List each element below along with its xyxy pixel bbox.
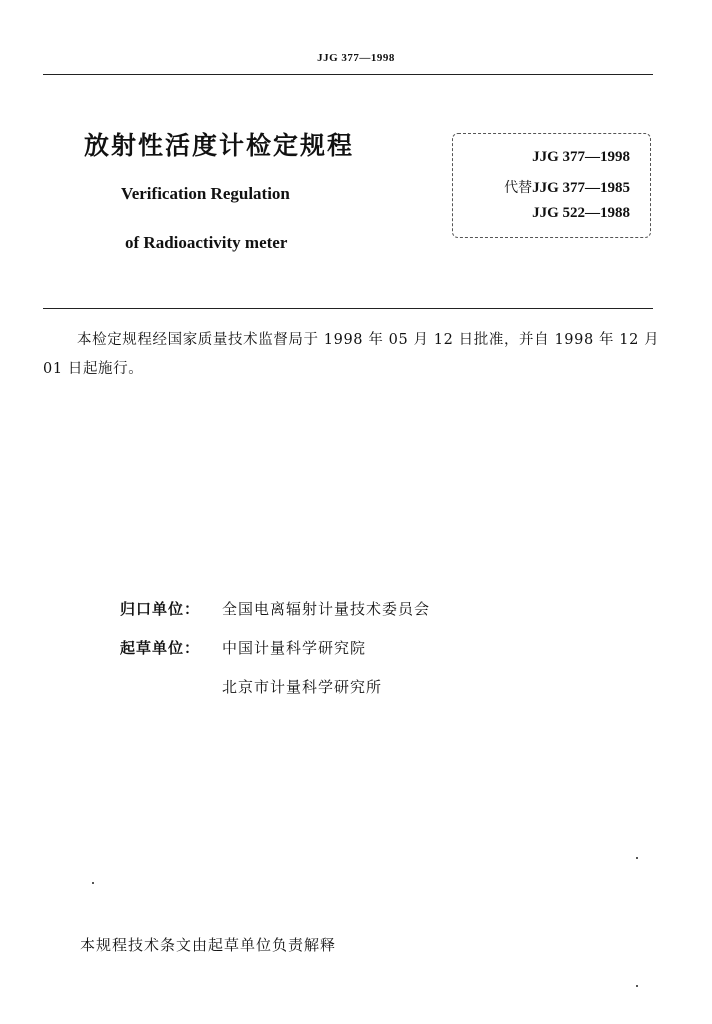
replaces-label: 代替: [504, 180, 533, 196]
drafting-unit-value-1: 中国计量科学研究院: [222, 639, 367, 657]
page-title-chinese: 放射性活度计检定规程: [84, 131, 355, 160]
page-title-english-line-2: of Radioactivity meter: [125, 233, 288, 252]
drafting-unit-label: 起草单位：: [120, 639, 201, 657]
current-standard-code: JJG 377—1998: [532, 149, 630, 165]
responsible-unit-value: 全国电离辐射计量技术委员会: [222, 600, 431, 618]
responsible-unit-label: 归口单位：: [120, 600, 201, 618]
interpretation-note: 本规程技术条文由起草单位负责解释: [80, 936, 337, 954]
scan-speck: [636, 857, 638, 859]
drafting-unit-value-2: 北京市计量科学研究所: [222, 678, 383, 696]
approval-statement: 本检定规程经国家质量技术监督局于 1998 年 05 月 12 日批准，并自 1998 年 12 月 01 日起施行。: [43, 332, 660, 377]
replaced-standard-code-1: [504, 177, 630, 197]
standard-code-box: [452, 133, 651, 238]
section-divider: [43, 308, 653, 309]
page-title-english-line-1: Verification Regulation: [121, 184, 290, 203]
scan-speck: [92, 882, 94, 884]
scan-speck: [636, 985, 638, 987]
header-divider: [43, 74, 653, 75]
replaced-code-1-value: JJG 377—1985: [532, 180, 630, 196]
replaced-standard-code-2: JJG 522—1988: [532, 205, 630, 221]
header-standard-code: JJG 377—1998: [317, 52, 395, 64]
